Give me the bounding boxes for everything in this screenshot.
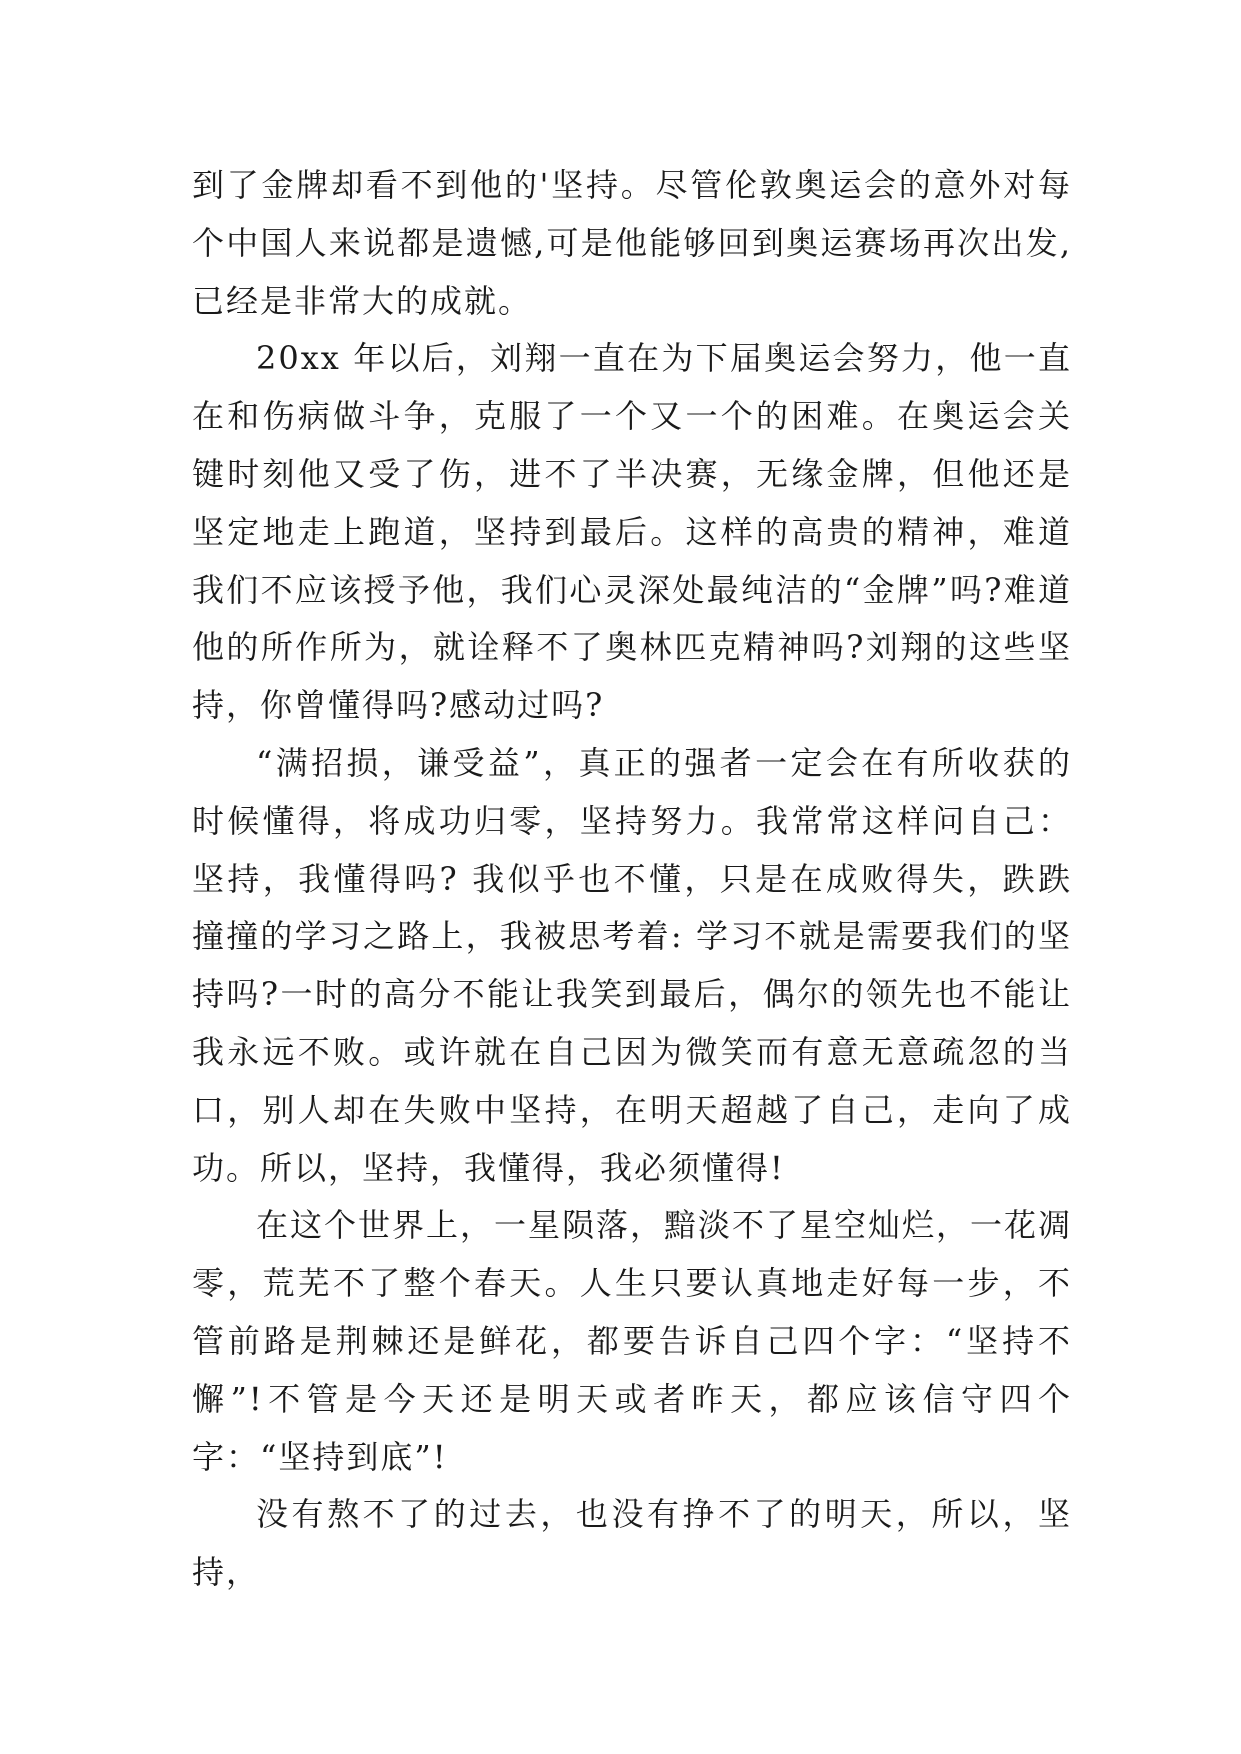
paragraph: 20xx 年以后，刘翔一直在为下届奥运会努力，他一直在和伤病做斗争，克服了一个又一个的困难。在奥运会关键时刻他又受了伤，进不了半决赛，无缘金牌，但他还是坚定地走上跑道，坚持到最后。这样的高贵的精神，难道我们不应该授予他，我们心灵深处最纯洁的“金牌”吗?难道他的所作所为，就诠释不了奥林匹克精神吗?刘翔的这些坚持，你曾懂得吗?感动过吗?: [192, 339, 1072, 725]
paragraph: 在这个世界上，一星陨落，黯淡不了星空灿烂，一花凋零，荒芜不了整个春天。人生只要认真地走好每一步，不管前路是荆棘还是鲜花，都要告诉自己四个字：“坚持不懈”!不管是今天还是明天或者昨天，都应该信守四个字：“坚持到底”!: [192, 1206, 1073, 1476]
paragraph: “满招损，谦受益”，真正的强者一定会在有所收获的时候懂得，将成功归零，坚持努力。我常常这样问自己：坚持，我懂得吗? 我似乎也不懂，只是在成败得失，跌跌撞撞的学习之路上，我被思考着: 学习不就是需要我们的坚持吗?一时的高分不能让我笑到最后，偶尔的领先也不能让我永远不败。或许就在自己因为微笑而有意无意疏忽的当口，别人却在失败中坚持，在明天超越了自己，走向了成功。所以，坚持，我懂得，我必须懂得!: [192, 743, 1072, 1187]
paragraph: 到了金牌却看不到他的'坚持。尽管伦敦奥运会的意外对每个中国人来说都是遗憾,可是他能够回到奥运赛场再次出发,已经是非常大的成就。: [192, 166, 1072, 320]
paragraph: 没有熬不了的过去，也没有挣不了的明天，所以，坚持，: [192, 1495, 1072, 1592]
body-text: [192, 157, 1072, 1602]
